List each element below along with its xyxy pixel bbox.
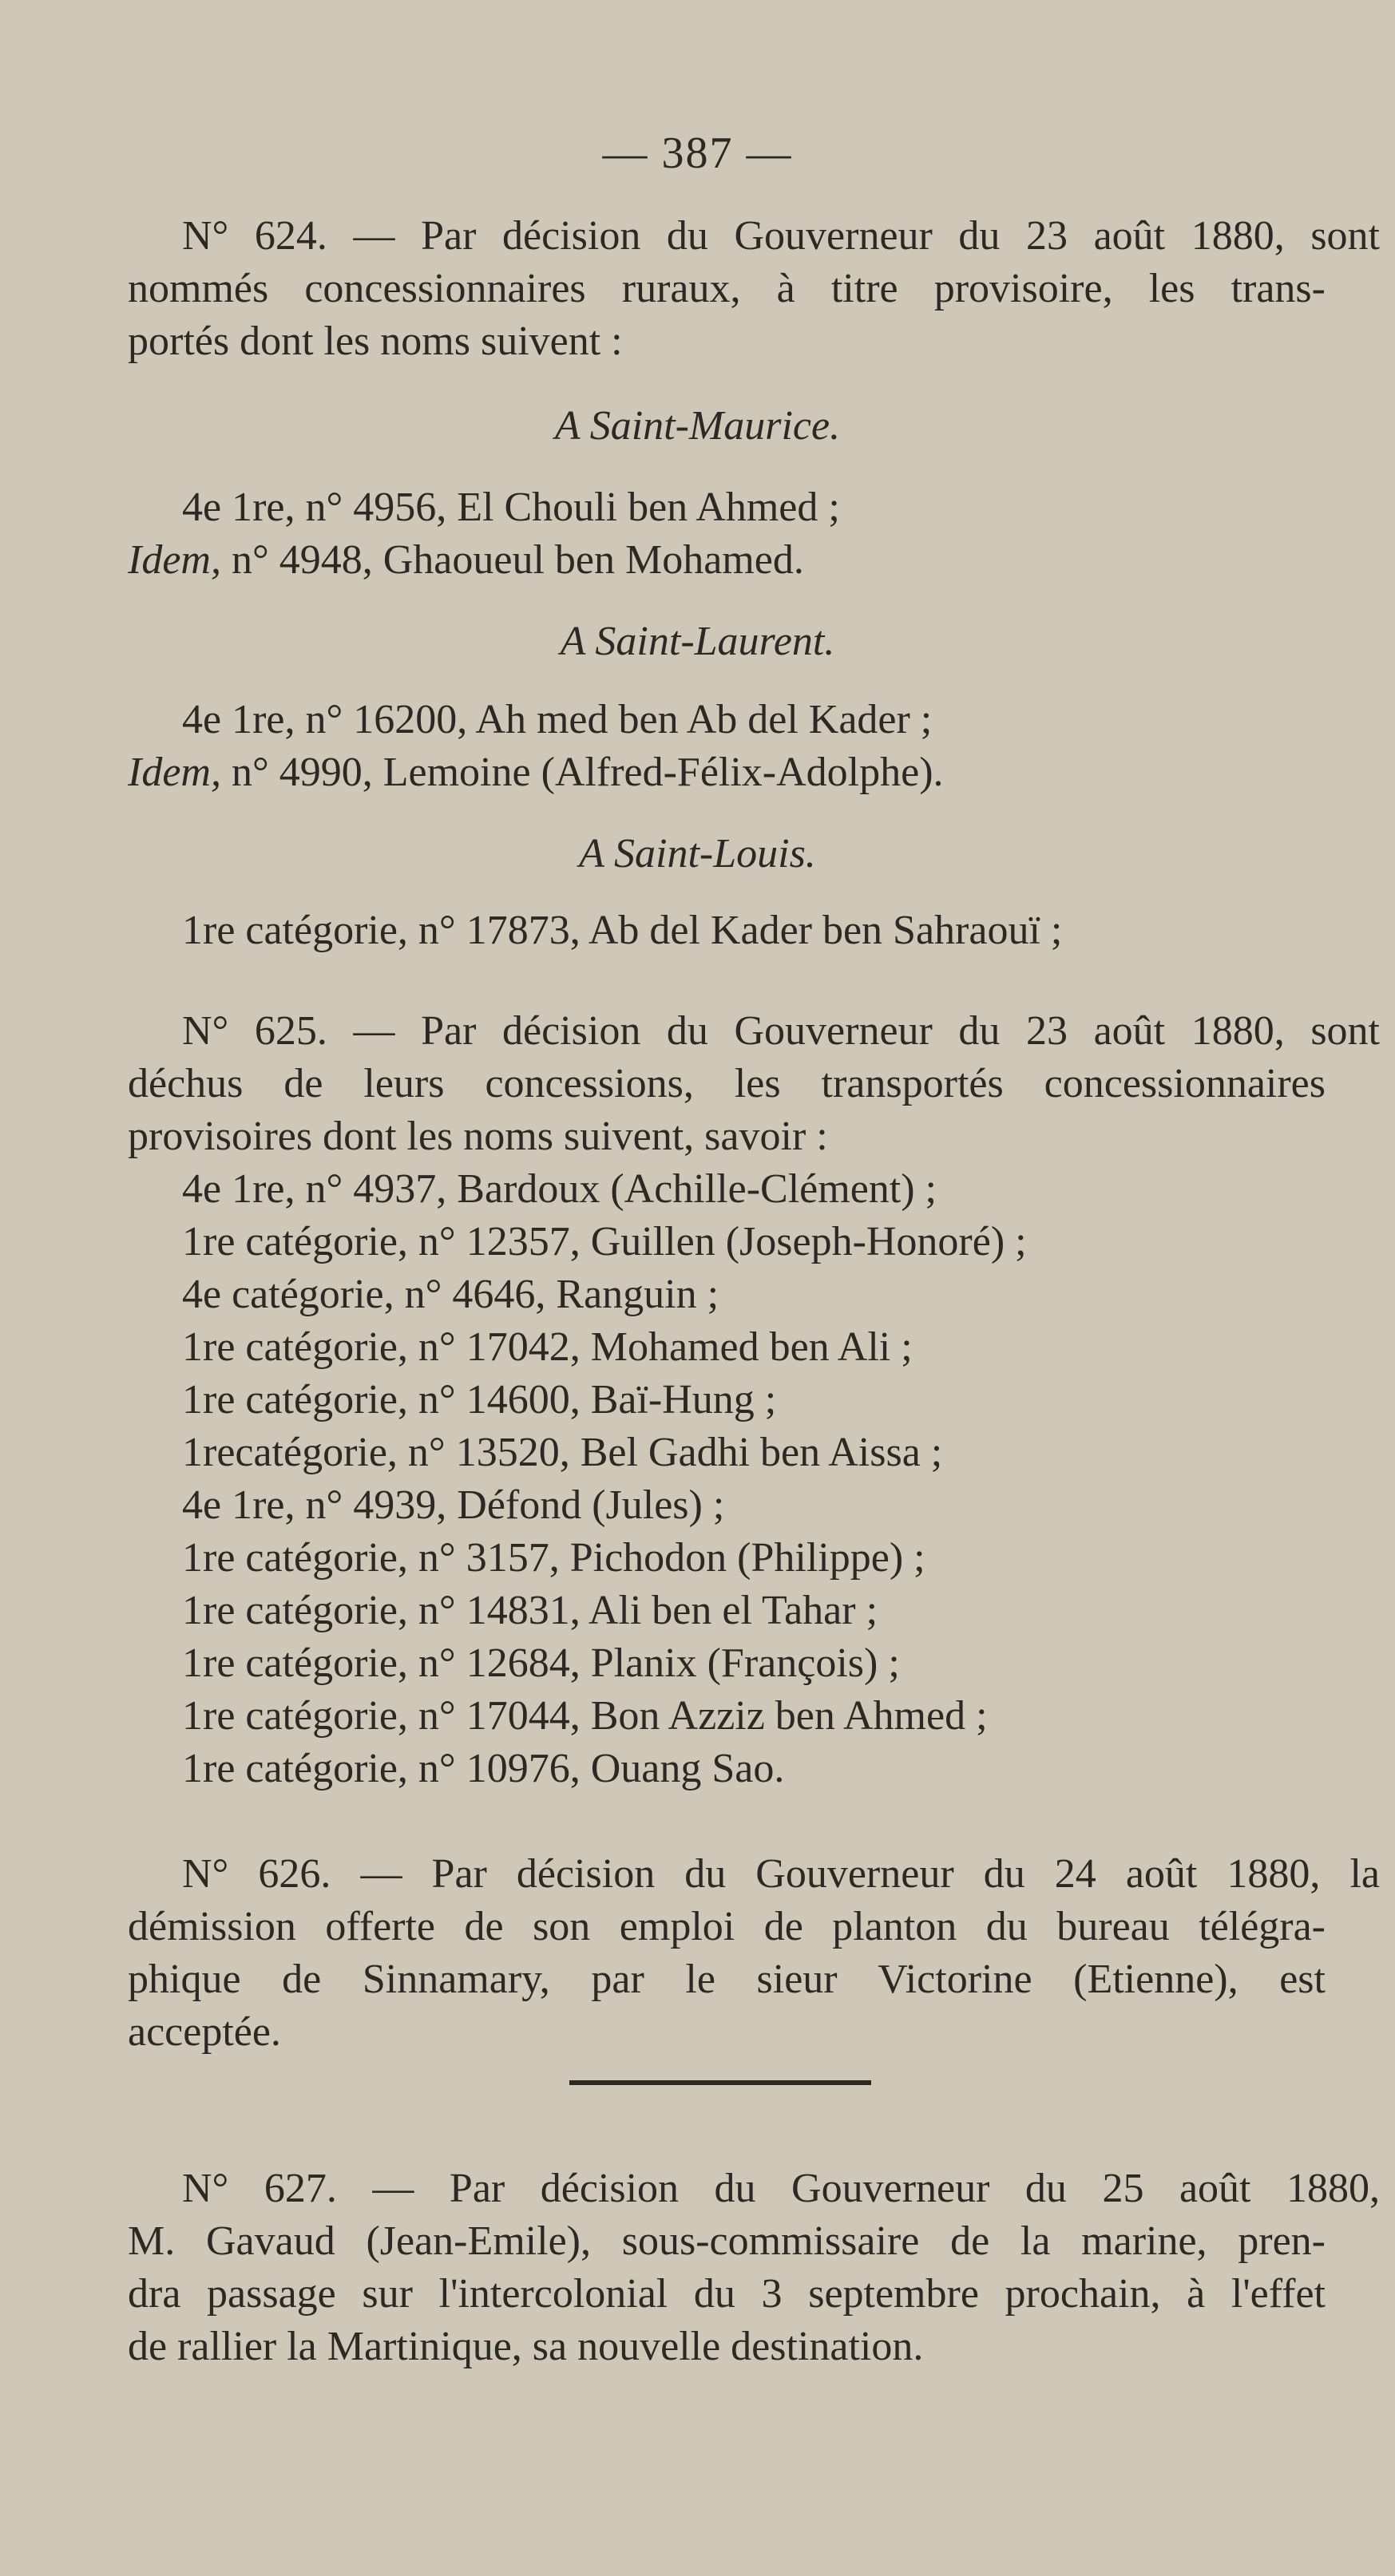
list-item: Idem, n° 4990, Lemoine (Alfred-Félix-Adolphe). (128, 750, 944, 795)
n626-line-2: démission offerte de son emploi de planton du bureau télégra- (128, 1904, 1326, 1949)
n627-line-2: M. Gavaud (Jean-Emile), sous-commissaire de la marine, pren- (128, 2218, 1326, 2264)
n625-line-3: provisoires dont les noms suivent, savoir : (128, 1114, 828, 1159)
n627-line-3: dra passage sur l'intercolonial du 3 septembre prochain, à l'effet (128, 2271, 1326, 2317)
list-item: 4e 1re, n° 4937, Bardoux (Achille-Clément) ; (182, 1166, 937, 1212)
n625-line-2: déchus de leurs concessions, les transportés concessionnaires (128, 1061, 1326, 1106)
list-item: 4e 1re, n° 4939, Défond (Jules) ; (182, 1482, 725, 1528)
list-item: 1re catégorie, n° 12357, Guillen (Joseph-Honoré) ; (182, 1219, 1027, 1264)
n624-line-2: nommés concessionnaires ruraux, à titre provisoire, les trans- (128, 266, 1326, 311)
section-heading-saint-laurent: A Saint-Laurent. (560, 619, 835, 664)
list-item: 1re catégorie, n° 14831, Ali ben el Tahar ; (182, 1588, 878, 1633)
list-item: 4e catégorie, n° 4646, Ranguin ; (182, 1272, 719, 1317)
list-item: 1re catégorie, n° 12684, Planix (François) ; (182, 1640, 900, 1686)
n626-line-4: acceptée. (128, 2009, 281, 2055)
list-item: 1re catégorie, n° 10976, Ouang Sao. (182, 1746, 785, 1791)
n624-line-1: N° 624. — Par décision du Gouverneur du 23 août 1880, sont (182, 213, 1380, 259)
list-item: 1re catégorie, n° 3157, Pichodon (Philippe) ; (182, 1535, 925, 1581)
list-item: 1re catégorie, n° 14600, Baï-Hung ; (182, 1377, 777, 1423)
list-item: Idem, n° 4948, Ghaoueul ben Mohamed. (128, 537, 804, 583)
list-item: 4e 1re, n° 4956, El Chouli ben Ahmed ; (182, 485, 840, 530)
n624-line-3: portés dont les noms suivent : (128, 319, 623, 364)
n626-line-3: phique de Sinnamary, par le sieur Victorine (Etienne), est (128, 1957, 1326, 2002)
section-heading-saint-louis: A Saint-Louis. (579, 831, 816, 876)
section-heading-saint-maurice: A Saint-Maurice. (554, 403, 841, 449)
list-item: 4e 1re, n° 16200, Ah med ben Ab del Kader ; (182, 697, 933, 742)
list-item: 1re catégorie, n° 17044, Bon Azziz ben Ahmed ; (182, 1693, 988, 1739)
n627-line-1: N° 627. — Par décision du Gouverneur du 25 août 1880, (182, 2166, 1380, 2211)
n627-line-4: de rallier la Martinique, sa nouvelle destination. (128, 2324, 924, 2369)
n625-line-1: N° 625. — Par décision du Gouverneur du 23 août 1880, sont (182, 1008, 1380, 1054)
page-number: — 387 — (602, 129, 793, 178)
list-item: 1re catégorie, n° 17042, Mohamed ben Ali ; (182, 1324, 913, 1370)
list-item: 1recatégorie, n° 13520, Bel Gadhi ben Aissa ; (182, 1430, 943, 1475)
section-divider (569, 2080, 871, 2085)
n626-line-1: N° 626. — Par décision du Gouverneur du 24 août 1880, la (182, 1851, 1380, 1897)
list-item: 1re catégorie, n° 17873, Ab del Kader ben Sahraouï ; (182, 908, 1063, 953)
